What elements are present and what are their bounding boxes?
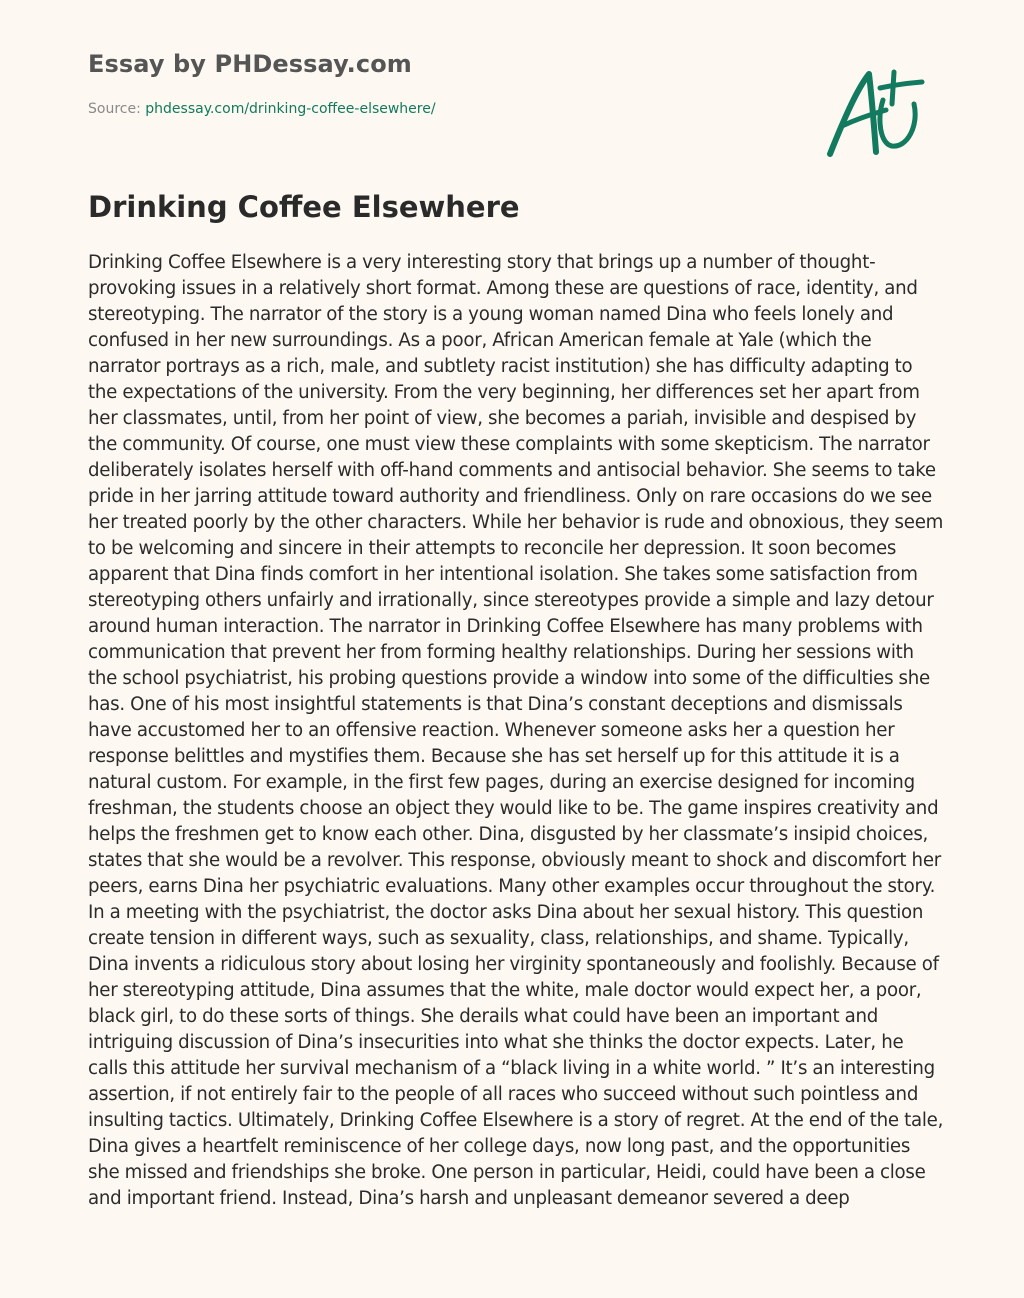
essay-body: Drinking Coffee Elsewhere is a very interesting story that brings up a number of thought-provoking issues in a relatively short format. Among these are questions of race, identity, and stereotyping. The narrator of the story is a young woman named Dina who feels lonely and confused in her new surroundings. As a poor, African American female at Yale (which the narrator portrays as a rich, male, and subtlety racist institution) she has difficulty adapting to the expectations of the university. From the very beginning, her differences set her apart from her classmates, until, from her point of view, she becomes a pariah, invisible and despised by the community. Of course, one must view these complaints with some skepticism. The narrator deliberately isolates herself with off-hand comments and antisocial behavior. She seems to take pride in her jarring attitude toward authority and friendliness. Only on rare occasions do we see her treated poorly by the other characters. While her behavior is rude and obnoxious, they seem to be welcoming and sincere in their attempts to reconcile her depression. It soon becomes apparent that Dina finds comfort in her intentional isolation. She takes some satisfaction from stereotyping others unfairly and irrationally, since stereotypes provide a simple and lazy detour around human interaction. The narrator in Drinking Coffee Elsewhere has many problems with communication that prevent her from forming healthy relationships. During her sessions with the school psychiatrist, his probing questions provide a window into some of the difficulties she has. One of his most insightful statements is that Dina’s constant deceptions and dismissals have accustomed her to an offensive reaction. Whenever someone asks her a question her response belittles and mystifies them. Because she has set herself up for this attitude it is a natural custom. For example, in the first few pages, during an exercise designed for incoming freshman, the students choose an object they would like to be. The game inspires creativity and helps the freshmen get to know each other. Dina, disgusted by her classmate’s insipid choices, states that she would be a revolver. This response, obviously meant to shock and discomfort her peers, earns Dina her psychiatric evaluations. Many other examples occur throughout the story. In a meeting with the psychiatrist, the doctor asks Dina about her sexual history. This question create tension in different ways, such as sexuality, class, relationships, and shame. Typically, Dina invents a ridiculous story about losing her virginity spontaneously and foolishly. Because of her stereotyping attitude, Dina assumes that the white, male doctor would expect her, a poor, black girl, to do these sorts of things. She derails what could have been an important and intriguing discussion of Dina’s insecurities into what she thinks the doctor expects. Later, he calls this attitude her survival mechanism of a “black living in a white world. ” It’s an interesting assertion, if not entirely fair to the people of all races who succeed without such pointless and insulting tactics. Ultimately, Drinking Coffee Elsewhere is a story of regret. At the end of the tale, Dina gives a heartfelt reminiscence of her college days, now long past, and the opportunities she missed and friendships she broke. One person in particular, Heidi, could have been a close and important friend. Instead, Dina’s harsh and unpleasant demeanor severed a deep <box>88 252 944 1209</box>
essay-container <box>88 250 944 1253</box>
essay-title: Drinking Coffee Elsewhere <box>88 190 520 224</box>
site-title: Essay by PHDessay.com <box>88 50 412 78</box>
source-link[interactable]: phdessay.com/drinking-coffee-elsewhere/ <box>145 101 436 117</box>
a-plus-logo-icon <box>822 64 932 164</box>
source-label: Source: <box>88 101 141 117</box>
source-line <box>88 101 436 117</box>
